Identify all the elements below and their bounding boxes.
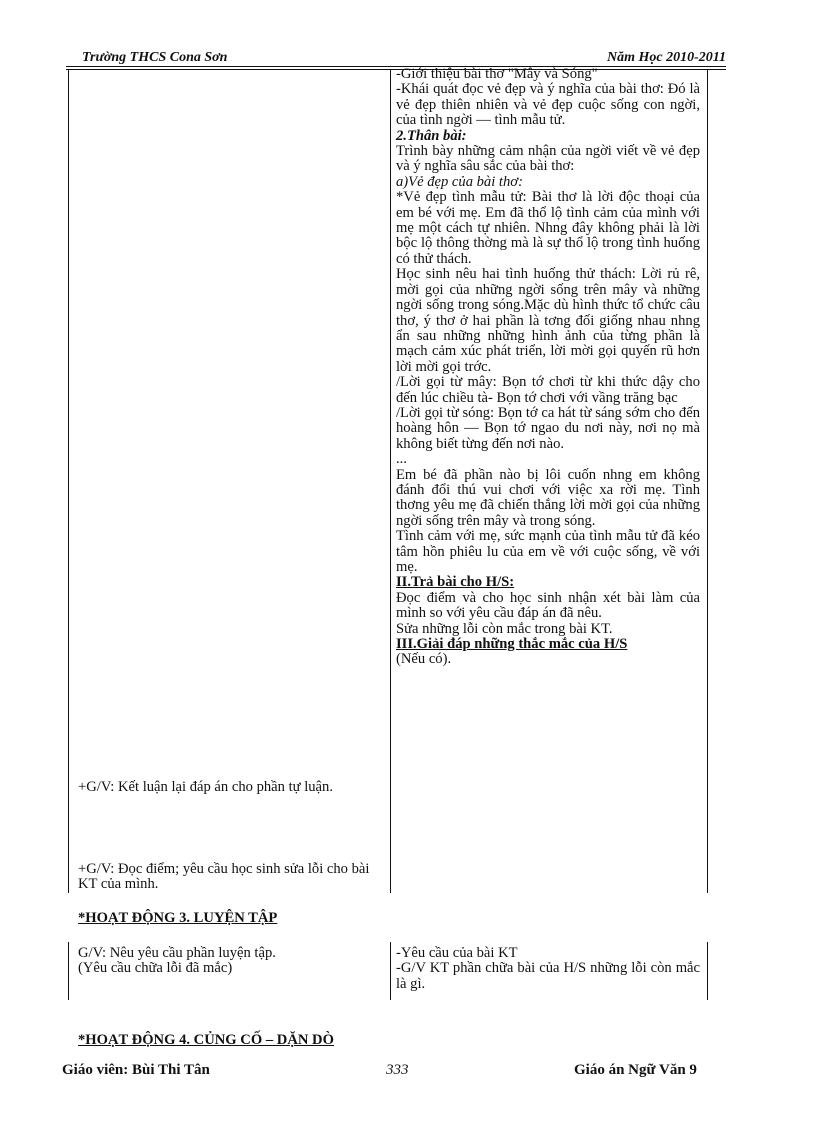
school-year: Năm Học 2010-2011 bbox=[607, 50, 726, 65]
tra-bai-text-1: Đọc điểm và cho học sinh nhận xét bài làm của mình so với yêu cầu đáp án đã nêu. bbox=[396, 589, 700, 622]
section-4-title: *HOẠT ĐỘNG 4. CỦNG CỐ – DẶN DÒ bbox=[78, 1032, 334, 1048]
paragraph: Tình cảm với mẹ, sức mạnh của tình mẫu tử đã kéo tâm hồn phiêu lu của em về với cuộc sống, về với mẹ. bbox=[396, 528, 700, 575]
than-bai-text: Trình bày những cảm nhận của ngời viết về vẻ đẹp và ý nghĩa sâu sắc của bài thơ: bbox=[396, 143, 700, 175]
giai-dap-note: (Nếu có). bbox=[396, 651, 452, 668]
intro-line-1: -Giới thiệu bài thơ "Mây và Sóng" bbox=[396, 66, 598, 82]
table2-border-left bbox=[68, 942, 69, 1000]
table2-border-middle bbox=[390, 942, 391, 1000]
heading-giai-dap: III.Giải đáp những thắc mắc của H/S bbox=[396, 636, 628, 653]
teacher-step-2: +G/V: Đọc điểm; yêu cầu học sinh sửa lỗi cho bài KT của mình. bbox=[78, 861, 370, 893]
tra-bai-text-2: Sửa những lỗi còn mắc trong bài KT. bbox=[396, 620, 613, 637]
intro-line-2: -Khái quát đọc vẻ đẹp và ý nghĩa của bài thơ: Đó là vẻ đẹp thiên nhiên và vẻ đẹp cuộc sống con ngời, của tình ngời — tình mẫu tử. bbox=[396, 81, 700, 129]
teacher-step-1: +G/V: Kết luận lại đáp án cho phần tự luận. bbox=[78, 779, 333, 795]
footer-teacher: Giáo viên: Bùi Thi Tân bbox=[62, 1062, 210, 1078]
paragraph: ... bbox=[396, 451, 407, 468]
practice-line: -G/V KT phần chữa bài của H/S những lỗi còn mắc là gì. bbox=[396, 960, 700, 992]
practice-line: G/V: Nêu yêu cầu phần luyện tập. bbox=[78, 945, 276, 961]
paragraph: Em bé đã phần nào bị lôi cuốn nhng em không đánh đổi thú vui chơi với việc xa rời mẹ. Tình thơng yêu mẹ đã chiến thắng lời mời gọi của những ngời sống trên mây và trong sóng. bbox=[396, 466, 700, 529]
paragraph: Học sinh nêu hai tình huống thử thách: Lời rủ rê, mời gọi của những ngời sống trên mây và những ngời sống trong sóng.Mặc dù hình thức tổ chức câu thơ, ý thơ ở hai phần là tơng đối giống nhau nhng ẩn sau những những hình ảnh của từng phần là mạch cảm xúc phát triển, lời mời gọi quyến rũ hơn lời mời gọi trớc. bbox=[396, 266, 700, 375]
table-border-middle bbox=[390, 69, 391, 893]
section-3-title: *HOẠT ĐỘNG 3. LUYỆN TẬP bbox=[78, 910, 278, 926]
table-border-left bbox=[68, 69, 69, 893]
table2-border-right bbox=[707, 942, 708, 1000]
practice-line: (Yêu cầu chữa lỗi đã mắc) bbox=[78, 960, 233, 977]
practice-line: -Yêu cầu của bài KT bbox=[396, 945, 518, 961]
paragraph: *Vẻ đẹp tình mẫu tử: Bài thơ là lời độc thoại của em bé với mẹ. Em đã thổ lộ tình cảm của mình với mẹ một cách tự nhiên. Nhng đây không phải là lời bộc lộ thông thờng mà là sự thổ lộ trong tình huống có thử thách. bbox=[396, 189, 700, 267]
answer-column bbox=[396, 67, 700, 668]
school-name: Trường THCS Cona Sơn bbox=[82, 50, 228, 65]
footer-subject: Giáo án Ngữ Văn 9 bbox=[574, 1062, 697, 1078]
practice-content-col bbox=[396, 946, 700, 992]
practice-teacher-col bbox=[78, 946, 378, 977]
heading-than-bai: 2.Thân bài: bbox=[396, 127, 467, 144]
paragraph: /Lời gọi từ sóng: Bọn tớ ca hát từ sáng sớm cho đến hoàng hôn — Bọn tớ ngao du nơi này, nơi nọ mà không biết từng đến nơi nào. bbox=[396, 404, 700, 452]
heading-tra-bai: II.Trả bài cho H/S: bbox=[396, 574, 515, 591]
table-border-right bbox=[707, 69, 708, 893]
heading-ve-dep: a)Vẻ đẹp của bài thơ: bbox=[396, 173, 523, 190]
paragraph: /Lời gọi từ mây: Bọn tớ chơi từ khi thức dậy cho đến lúc chiều tà- Bọn tớ chơi với vầng trăng bạc bbox=[396, 374, 700, 406]
page-number: 333 bbox=[386, 1062, 409, 1078]
